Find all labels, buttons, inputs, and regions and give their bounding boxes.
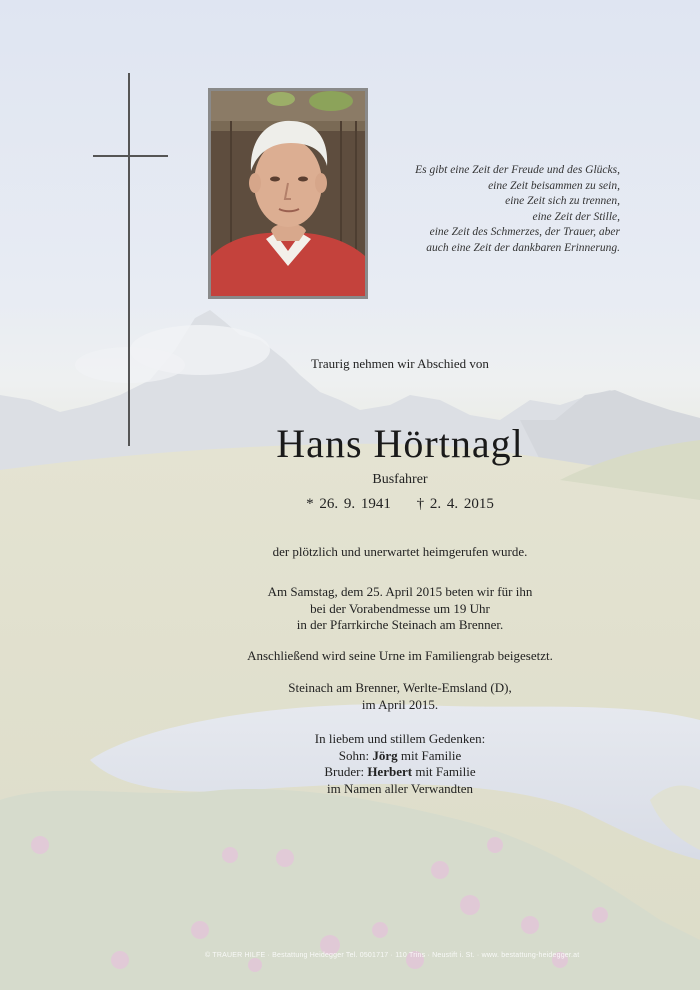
poem-line: eine Zeit sich zu trennen, [505, 195, 620, 207]
relation-suffix: mit Familie [400, 747, 462, 763]
poem [360, 163, 620, 256]
text-line: in der Pfarrkirche Steinach am Brenner. [296, 617, 504, 632]
burial-details [150, 648, 650, 665]
relation-suffix: mit Familie [415, 764, 476, 779]
portrait-photo [208, 88, 368, 299]
mourner-brother [150, 764, 650, 781]
cross-icon-vertical [128, 73, 130, 446]
mourners-list [150, 731, 650, 797]
poem-line: Es gibt eine Zeit der Freude und des Glücks, [415, 164, 620, 176]
mourners-closing: im Namen aller Verwandten [327, 780, 473, 796]
text-line: Anschließend wird seine Urne im Familiengrab beigesetzt. [247, 648, 553, 663]
place-and-date [150, 680, 650, 713]
service-details [150, 584, 650, 634]
relation-label: Sohn: [338, 747, 370, 763]
relation-label: Bruder: [324, 764, 365, 779]
footer-credits: © TRAUER HILFE · Bestattung Heidegger Tel. 0501717 · 110 Trins · Neustift i. St. · www. bestattung-heidegger.at [205, 952, 580, 959]
poem-line: eine Zeit des Schmerzes, der Trauer, aber [429, 226, 620, 238]
text-line: der plötzlich und unerwartet heimgerufen wurde. [272, 544, 528, 559]
mourner-son [150, 748, 650, 765]
text-line: Steinach am Brenner, Werlte-Emsland (D), [288, 680, 512, 695]
announcement-text [150, 544, 650, 561]
life-dates [150, 496, 650, 513]
text-line: im April 2015. [361, 696, 439, 712]
cross-icon-horizontal [93, 155, 168, 157]
intro-text: Traurig nehmen wir Abschied von [311, 356, 489, 371]
poem-line: eine Zeit der Stille, [532, 210, 620, 223]
death-date: † 2. 4. 2015 [416, 496, 494, 512]
mourner-name: Herbert [367, 764, 413, 779]
deceased-name: Hans Hörtnagl [276, 421, 524, 466]
poem-line: auch eine Zeit der dankbaren Erinnerung. [426, 241, 620, 254]
text-line: Am Samstag, dem 25. April 2015 beten wir für ihn [267, 584, 533, 599]
birth-date: * 26. 9. 1941 [306, 496, 391, 512]
mourners-heading: In liebem und stillem Gedenken: [314, 731, 486, 746]
occupation: Busfahrer [372, 472, 428, 487]
poem-line: eine Zeit beisammen zu sein, [488, 179, 620, 192]
mourner-name: Jörg [372, 747, 398, 763]
text-line: bei der Vorabendmesse um 19 Uhr [310, 600, 490, 616]
